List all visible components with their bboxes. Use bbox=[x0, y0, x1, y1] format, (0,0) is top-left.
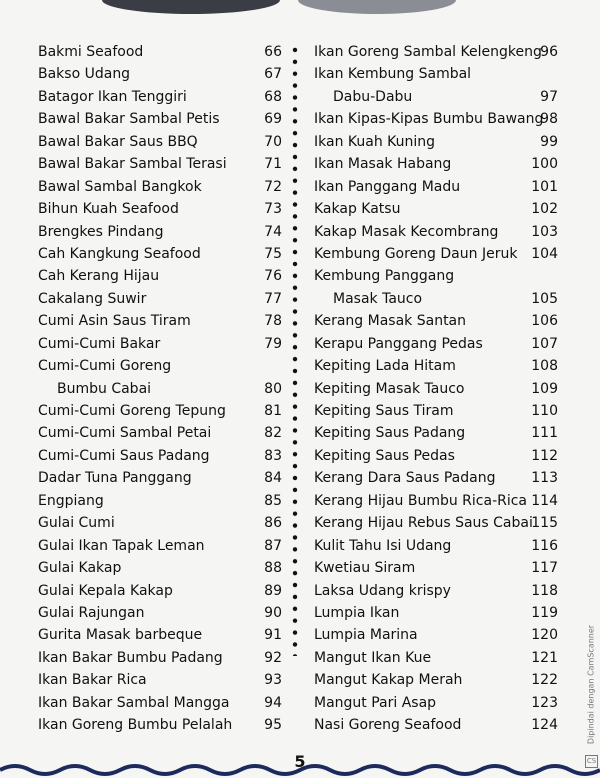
toc-right-column bbox=[306, 41, 566, 737]
toc-entry-title: Ikan Goreng Sambal Kelengkeng bbox=[314, 44, 542, 60]
toc-entry-title: Kerang Dara Saus Padang bbox=[314, 470, 496, 487]
toc-entry-page: 117 bbox=[531, 560, 558, 577]
toc-entry-page: 70 bbox=[264, 133, 282, 150]
toc-entry-title: Bihun Kuah Seafood bbox=[38, 201, 179, 218]
dotted-divider bbox=[291, 44, 299, 656]
toc-entry bbox=[30, 669, 290, 691]
toc-entry bbox=[306, 467, 566, 489]
toc-entry-title: Kepiting Saus Padang bbox=[314, 425, 466, 442]
toc-entry-title: Mangut Kakap Merah bbox=[314, 672, 463, 689]
toc-entry-title: Kakap Katsu bbox=[314, 201, 401, 218]
toc-entry-title: Bakso Udang bbox=[38, 66, 131, 83]
toc-entry-title: Gulai Cumi bbox=[38, 515, 115, 532]
toc-entry-title: Masak Tauco bbox=[333, 290, 423, 307]
toc-entry bbox=[30, 153, 290, 175]
toc-entry-page: 84 bbox=[264, 470, 282, 487]
toc-entry-page: 96 bbox=[540, 44, 558, 60]
toc-entry bbox=[306, 692, 566, 714]
toc-entry bbox=[306, 41, 566, 63]
toc-entry bbox=[30, 647, 290, 669]
toc-entry bbox=[306, 108, 566, 130]
toc-entry bbox=[30, 512, 290, 534]
toc-entry bbox=[30, 333, 290, 355]
toc-entry-page: 118 bbox=[531, 582, 558, 599]
toc-entry bbox=[30, 602, 290, 624]
toc-entry bbox=[306, 131, 566, 153]
toc-entry bbox=[30, 557, 290, 579]
toc-entry-title: Lumpia Marina bbox=[314, 627, 418, 644]
toc-entry-title: Dadar Tuna Panggang bbox=[38, 470, 192, 487]
toc-entry bbox=[30, 445, 290, 467]
toc-entry-title: Kepiting Saus Pedas bbox=[314, 447, 455, 464]
toc-entry bbox=[306, 580, 566, 602]
toc-entry-page: 123 bbox=[531, 694, 558, 711]
toc-entry-title: Cumi-Cumi Bakar bbox=[38, 335, 161, 352]
toc-entry-title: Nasi Goreng Seafood bbox=[314, 717, 462, 734]
toc-entry bbox=[306, 63, 566, 85]
toc-entry-page: 82 bbox=[264, 425, 282, 442]
toc-entry bbox=[306, 602, 566, 624]
toc-entry-title: Kerapu Panggang Pedas bbox=[314, 335, 483, 352]
toc-entry bbox=[30, 243, 290, 265]
toc-entry-page: 75 bbox=[264, 245, 282, 262]
toc-entry-title: Gulai Rajungan bbox=[38, 604, 145, 621]
toc-entry-title: Cumi-Cumi Sambal Petai bbox=[38, 425, 212, 442]
toc-entry-title: Kerang Hijau Bumbu Rica-Rica bbox=[314, 492, 528, 509]
toc-entry bbox=[306, 198, 566, 220]
toc-entry bbox=[306, 714, 566, 736]
toc-entry bbox=[306, 176, 566, 198]
toc-entry bbox=[306, 557, 566, 579]
toc-entry-title: Cah Kangkung Seafood bbox=[38, 245, 201, 262]
toc-entry-page: 109 bbox=[531, 380, 558, 397]
toc-entry bbox=[30, 490, 290, 512]
toc-entry bbox=[30, 221, 290, 243]
toc-entry bbox=[30, 422, 290, 444]
toc-entry-page: 80 bbox=[264, 380, 282, 397]
toc-entry-title: Bawal Bakar Saus BBQ bbox=[38, 133, 198, 150]
toc-entry-title: Kepiting Lada Hitam bbox=[314, 358, 456, 375]
toc-entry-page: 99 bbox=[540, 133, 558, 150]
toc-entry-title: Engpiang bbox=[38, 492, 104, 509]
toc-entry-title: Laksa Udang krispy bbox=[314, 582, 451, 599]
toc-entry bbox=[30, 467, 290, 489]
toc-entry-title: Kerang Masak Santan bbox=[314, 313, 467, 330]
toc-entry-page: 85 bbox=[264, 492, 282, 509]
toc-entry bbox=[30, 535, 290, 557]
toc-entry-page: 95 bbox=[264, 717, 282, 734]
toc-entry-page: 110 bbox=[531, 403, 558, 419]
toc-entry bbox=[306, 624, 566, 646]
toc-entry-page: 98 bbox=[540, 111, 558, 128]
toc-entry-title: Gulai Kakap bbox=[38, 560, 122, 577]
toc-entry-page: 122 bbox=[531, 672, 558, 689]
toc-entry-page: 72 bbox=[264, 178, 282, 195]
page-number: 5 bbox=[294, 752, 306, 771]
top-decoration-light bbox=[298, 0, 456, 14]
toc-entry-page: 69 bbox=[264, 111, 282, 128]
toc-entry-page: 86 bbox=[264, 515, 282, 532]
toc-entry bbox=[30, 131, 290, 153]
toc-entry-title: Cakalang Suwir bbox=[38, 290, 147, 307]
toc-entry bbox=[306, 221, 566, 243]
toc-entry-title: Mangut Pari Asap bbox=[314, 694, 437, 711]
toc-entry bbox=[30, 265, 290, 287]
toc-entry-page: 77 bbox=[264, 290, 282, 307]
top-decoration-dark bbox=[102, 0, 280, 14]
toc-entry-title: Bumbu Cabai bbox=[57, 380, 152, 397]
toc-entry-title: Gurita Masak barbeque bbox=[38, 627, 203, 644]
toc-entry-page: 92 bbox=[264, 649, 282, 666]
toc-entry-title: Kakap Masak Kecombrang bbox=[314, 223, 499, 240]
toc-entry-page: 101 bbox=[531, 178, 558, 195]
toc-entry bbox=[306, 535, 566, 557]
toc-entry bbox=[306, 400, 566, 422]
toc-entry-page: 66 bbox=[264, 44, 282, 60]
scanner-watermark-text: Dipindai dengan CamScanner bbox=[586, 624, 596, 745]
toc-entry-title: Bawal Bakar Sambal Petis bbox=[38, 111, 220, 128]
toc-entry-title: Kwetiau Siram bbox=[314, 560, 416, 577]
toc-entry-title: Kepiting Saus Tiram bbox=[314, 403, 454, 419]
toc-entry-page: 74 bbox=[264, 223, 282, 240]
toc-entry bbox=[306, 490, 566, 512]
toc-entry-title: Ikan Kuah Kuning bbox=[314, 133, 436, 150]
toc-entry-title: Kulit Tahu Isi Udang bbox=[314, 537, 452, 554]
toc-entry-title: Cumi Asin Saus Tiram bbox=[38, 313, 191, 330]
toc-entry-title: Bakmi Seafood bbox=[38, 44, 144, 60]
toc-entry-page: 120 bbox=[531, 627, 558, 644]
toc-entry-page: 116 bbox=[531, 537, 558, 554]
toc-entry-title: Ikan Bakar Sambal Mangga bbox=[38, 694, 230, 711]
toc-entry bbox=[306, 378, 566, 400]
toc-entry-page: 71 bbox=[264, 156, 282, 173]
toc-entry bbox=[306, 243, 566, 265]
toc-entry-title: Mangut Ikan Kue bbox=[314, 649, 432, 666]
toc-entry bbox=[30, 692, 290, 714]
toc-entry-title: Bawal Bakar Sambal Terasi bbox=[38, 156, 227, 173]
toc-entry-title: Ikan Panggang Madu bbox=[314, 178, 461, 195]
toc-entry bbox=[306, 647, 566, 669]
toc-entry-title: Kepiting Masak Tauco bbox=[314, 380, 465, 397]
toc-entry-title: Ikan Masak Habang bbox=[314, 156, 452, 173]
toc-entry bbox=[30, 714, 290, 736]
toc-entry-title: Kembung Panggang bbox=[314, 268, 455, 285]
toc-entry-page: 91 bbox=[264, 627, 282, 644]
toc-entry-title: Ikan Bakar Rica bbox=[38, 672, 147, 689]
toc-entry-page: 107 bbox=[531, 335, 558, 352]
toc-entry-page: 68 bbox=[264, 88, 282, 105]
toc-entry-page: 119 bbox=[531, 604, 558, 621]
toc-entry-page: 113 bbox=[531, 470, 558, 487]
toc-entry-page: 83 bbox=[264, 447, 282, 464]
toc-entry-title: Gulai Ikan Tapak Leman bbox=[38, 537, 205, 554]
toc-entry-title: Kerang Hijau Rebus Saus Cabai bbox=[314, 515, 533, 532]
toc-entry-page: 76 bbox=[264, 268, 282, 285]
toc-entry bbox=[306, 669, 566, 691]
toc-entry-page: 112 bbox=[531, 447, 558, 464]
toc-entry-page: 103 bbox=[531, 223, 558, 240]
toc-entry-page: 94 bbox=[264, 694, 282, 711]
toc-entry bbox=[30, 378, 290, 400]
toc-entry-page: 73 bbox=[264, 201, 282, 218]
toc-entry bbox=[306, 355, 566, 377]
toc-entry-title: Kembung Goreng Daun Jeruk bbox=[314, 245, 518, 262]
toc-entry-page: 105 bbox=[531, 290, 558, 307]
toc-entry-page: 81 bbox=[264, 403, 282, 419]
toc-entry-page: 114 bbox=[531, 492, 558, 509]
toc-entry-page: 90 bbox=[264, 604, 282, 621]
toc-entry-page: 108 bbox=[531, 358, 558, 375]
toc-entry-page: 104 bbox=[531, 245, 558, 262]
toc-entry bbox=[30, 86, 290, 108]
toc-entry bbox=[306, 265, 566, 287]
toc-entry-title: Lumpia Ikan bbox=[314, 604, 400, 621]
toc-entry-title: Cah Kerang Hijau bbox=[38, 268, 160, 285]
toc-entry-page: 78 bbox=[264, 313, 282, 330]
toc-entry bbox=[30, 310, 290, 332]
toc-entry bbox=[306, 310, 566, 332]
toc-entry bbox=[30, 288, 290, 310]
toc-entry-page: 87 bbox=[264, 537, 282, 554]
toc-left-column bbox=[30, 41, 290, 737]
toc-entry bbox=[306, 422, 566, 444]
toc-entry bbox=[306, 86, 566, 108]
toc-entry-title: Batagor Ikan Tenggiri bbox=[38, 88, 187, 105]
toc-entry-page: 115 bbox=[531, 515, 558, 532]
toc-entry-page: 102 bbox=[531, 201, 558, 218]
toc-entry bbox=[306, 288, 566, 310]
toc-entry-page: 124 bbox=[531, 717, 558, 734]
scanner-watermark bbox=[584, 600, 598, 770]
toc-entry-page: 67 bbox=[264, 66, 282, 83]
toc-entry bbox=[30, 355, 290, 377]
toc-entry-page: 79 bbox=[264, 335, 282, 352]
toc-entry-page: 111 bbox=[531, 425, 558, 442]
toc-entry bbox=[30, 108, 290, 130]
toc-entry bbox=[306, 512, 566, 534]
toc-entry bbox=[30, 198, 290, 220]
toc-entry bbox=[30, 176, 290, 198]
toc-entry-title: Brengkes Pindang bbox=[38, 223, 164, 240]
toc-entry-title: Dabu-Dabu bbox=[333, 88, 413, 105]
toc-entry-page: 121 bbox=[531, 649, 558, 666]
toc-entry-title: Ikan Kipas-Kipas Bumbu Bawang bbox=[314, 111, 544, 128]
toc-entry bbox=[30, 400, 290, 422]
toc-entry bbox=[306, 333, 566, 355]
toc-entry-title: Gulai Kepala Kakap bbox=[38, 582, 173, 599]
toc-entry-page: 93 bbox=[264, 672, 282, 689]
toc-entry-title: Bawal Sambal Bangkok bbox=[38, 178, 202, 195]
toc-entry-page: 100 bbox=[531, 156, 558, 173]
toc-entry-page: 89 bbox=[264, 582, 282, 599]
toc-entry bbox=[30, 63, 290, 85]
toc-entry bbox=[30, 580, 290, 602]
toc-entry bbox=[30, 41, 290, 63]
toc-entry-title: Ikan Bakar Bumbu Padang bbox=[38, 649, 223, 666]
toc-entry bbox=[30, 624, 290, 646]
toc-entry-page: 106 bbox=[531, 313, 558, 330]
toc-entry-page: 88 bbox=[264, 560, 282, 577]
toc-entry bbox=[306, 445, 566, 467]
toc-entry-title: Ikan Kembung Sambal bbox=[314, 66, 472, 83]
toc-entry-title: Cumi-Cumi Saus Padang bbox=[38, 447, 210, 464]
toc-entry-title: Ikan Goreng Bumbu Pelalah bbox=[38, 717, 233, 734]
toc-entry-title: Cumi-Cumi Goreng Tepung bbox=[38, 403, 226, 419]
toc-entry-title: Cumi-Cumi Goreng bbox=[38, 358, 172, 375]
toc-entry-page: 97 bbox=[540, 88, 558, 105]
toc-entry bbox=[306, 153, 566, 175]
camscanner-logo-icon: CS bbox=[585, 755, 598, 768]
